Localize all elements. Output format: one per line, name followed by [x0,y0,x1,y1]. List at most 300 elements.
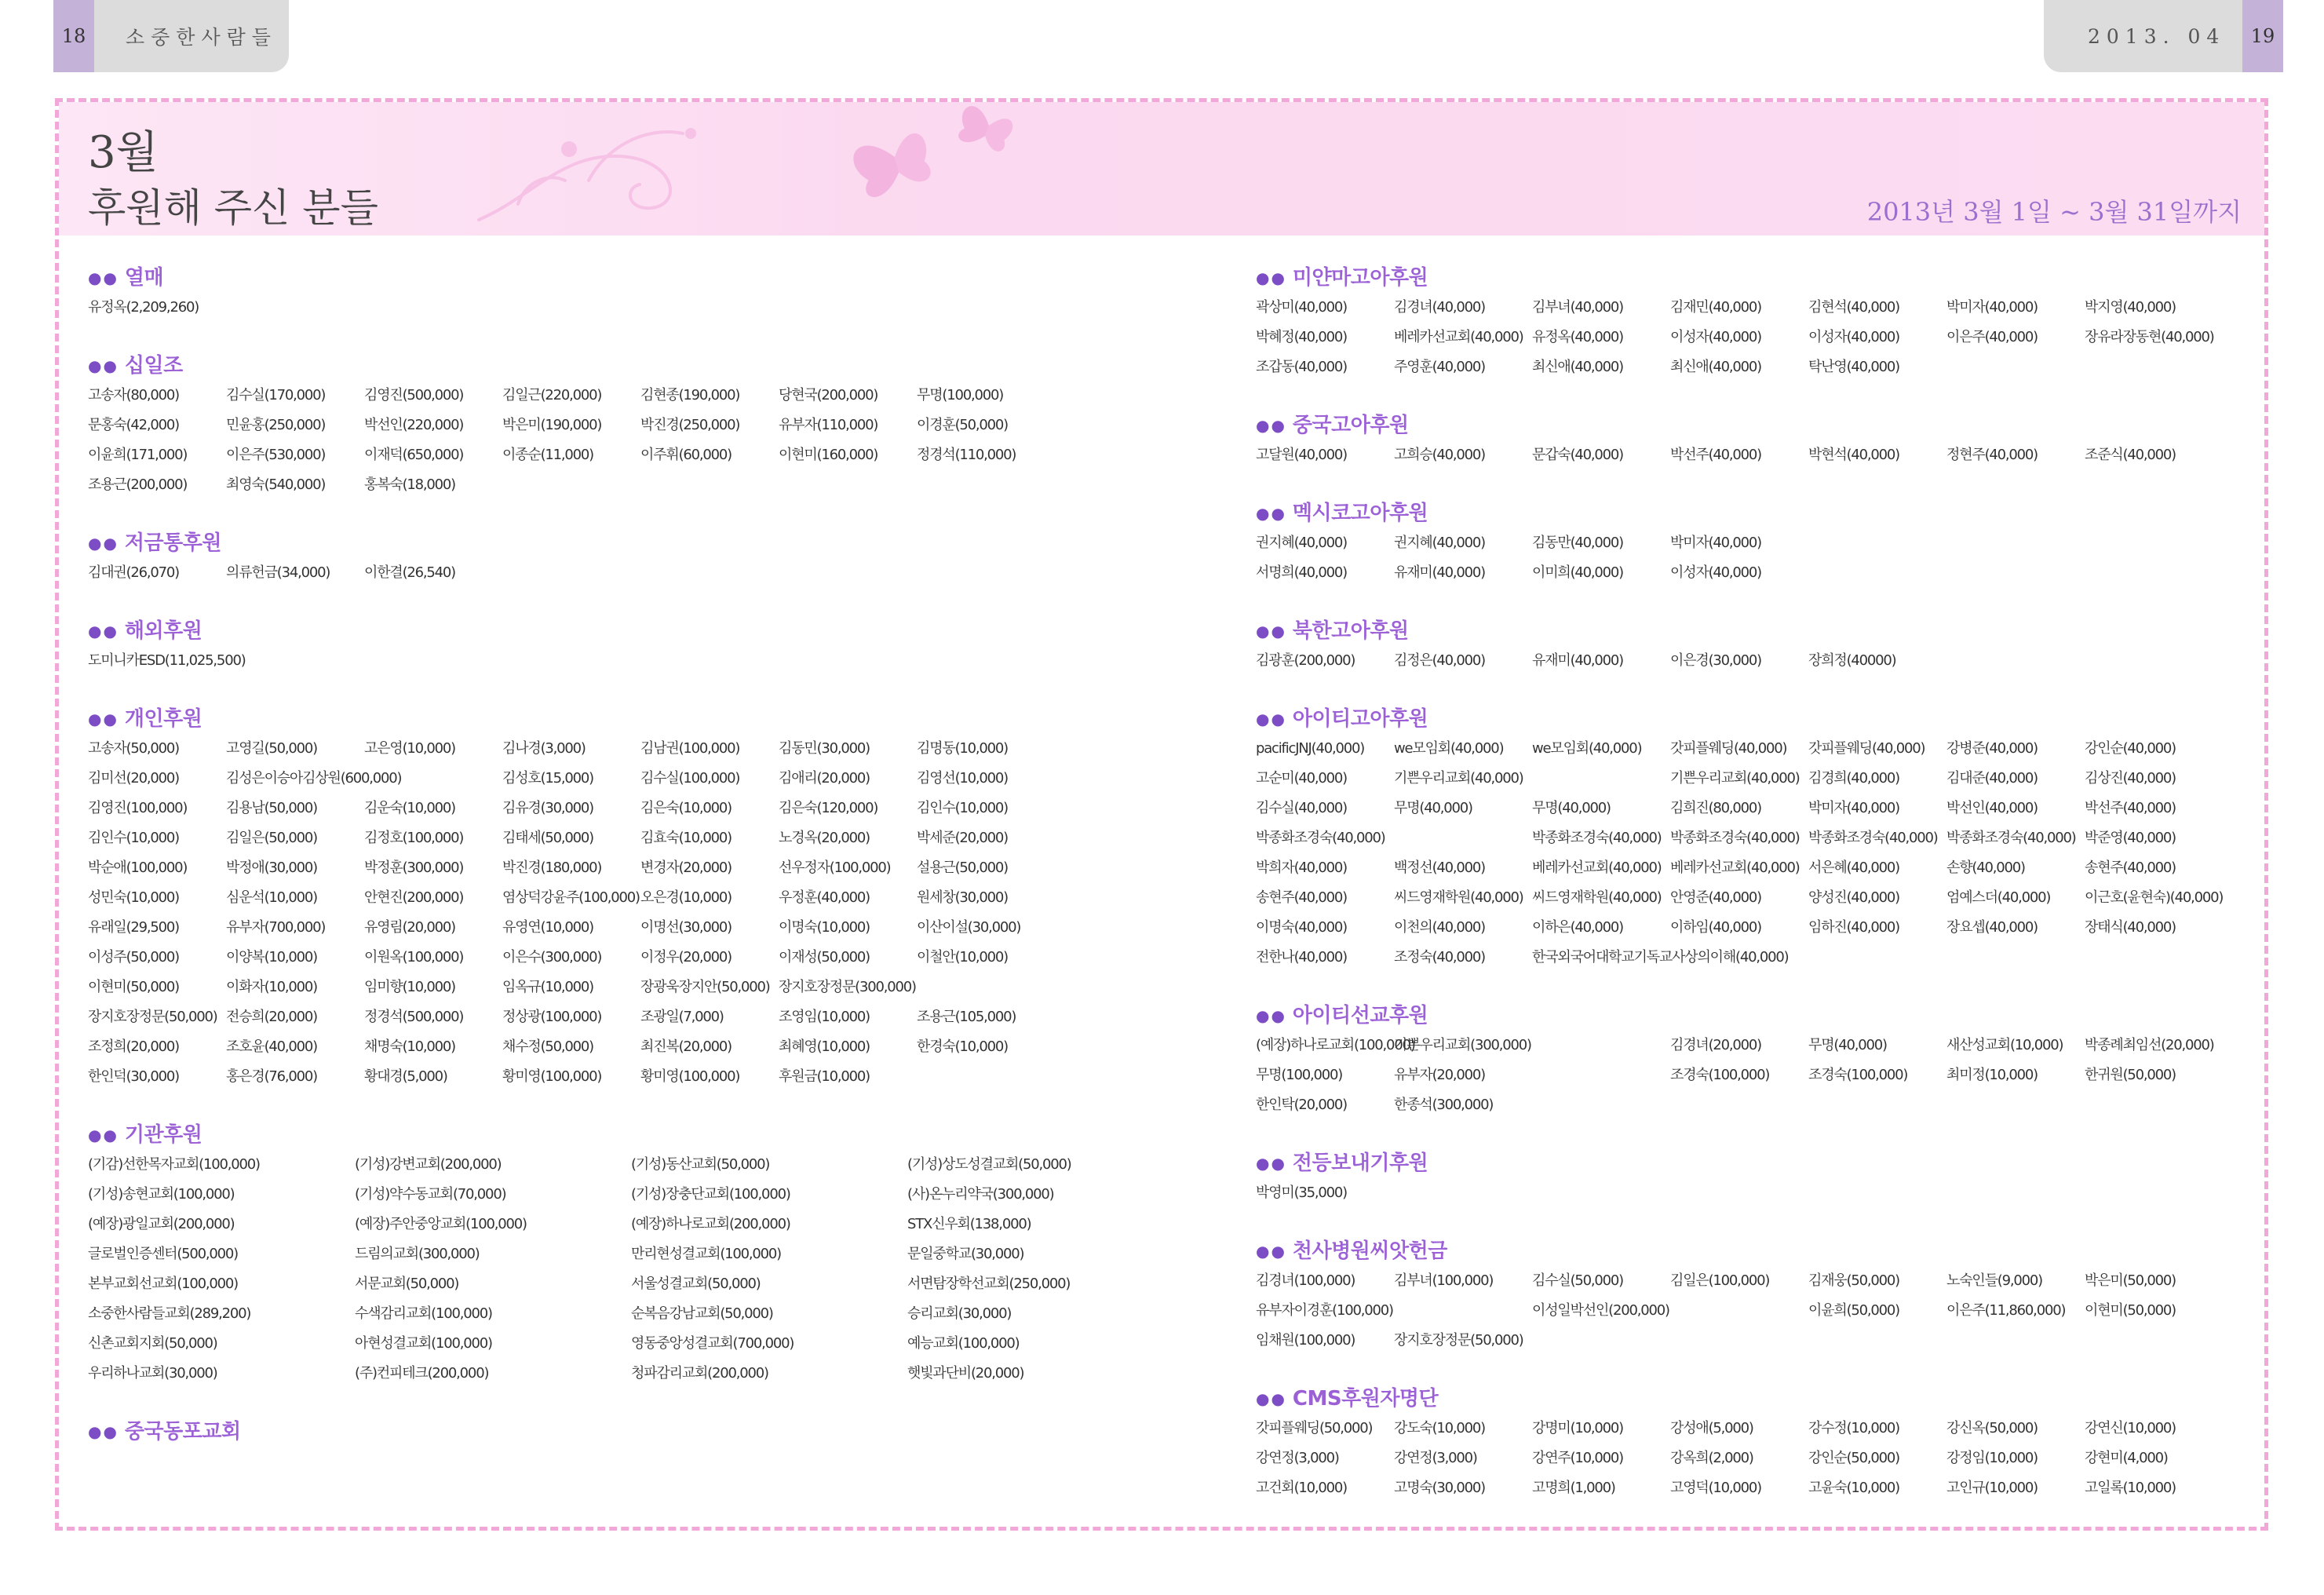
donor-entry: 이한결(26,540) [364,564,455,581]
donor-list [1256,646,2237,676]
donor-entry: (기성)상도성결교회(50,000) [907,1156,1071,1173]
donor-entry: 서면탐장학선교회(250,000) [907,1276,1071,1292]
donor-list [1256,528,2237,588]
donor-section [1256,1001,2237,1120]
donor-entry: 김영진(500,000) [364,387,464,403]
donor-entry: 이성주(50,000) [88,949,179,965]
donor-entry: 한경숙(10,000) [917,1038,1008,1055]
donor-entry: (주)컨피테크(200,000) [355,1365,489,1381]
donor-entry: 김남권(100,000) [640,740,740,757]
section-title-text: 열매 [124,266,164,290]
donor-entry: 김동민(30,000) [779,740,870,757]
donor-entry: 이성일박선인(200,000) [1532,1302,1669,1319]
donor-entry: (기감)선한목자교회(100,000) [88,1156,260,1173]
donor-entry: 정경석(500,000) [364,1009,464,1025]
donor-entry: 강연정(3,000) [1256,1450,1339,1466]
donor-entry: 이철안(10,000) [917,949,1008,965]
donor-entry: (기성)송현교회(100,000) [88,1186,235,1203]
donor-entry: 이경훈(50,000) [917,417,1008,433]
donor-entry: (예장)주안중앙교회(100,000) [355,1216,527,1232]
donor-entry: 본부교회선교회(100,000) [88,1276,238,1292]
bullet-dots-icon: ●● [1256,1242,1286,1261]
donor-entry: 최미정(10,000) [1946,1067,2038,1083]
donor-entry: 이명숙(10,000) [779,919,870,936]
donor-entry: 예능교회(100,000) [907,1335,1020,1352]
donor-entry: 강신옥(50,000) [1946,1420,2038,1436]
donor-entry: 이성자(40,000) [1808,329,1899,345]
section-title-text: 저금통후원 [124,531,221,555]
section-title [88,1417,1187,1447]
butterfly-icon [850,130,935,200]
donor-entry: 박정애(30,000) [226,860,317,876]
donor-entry: 조영임(10,000) [779,1009,870,1025]
donor-entry: 박혜정(40,000) [1256,329,1347,345]
donor-entry: 박정훈(300,000) [364,860,464,876]
donor-entry: 김부녀(40,000) [1532,299,1623,316]
donor-entry: 고달원(40,000) [1256,447,1347,463]
donor-entry: 고윤숙(10,000) [1808,1480,1899,1496]
donor-entry: 최영숙(540,000) [226,476,326,493]
donor-entry: 이명숙(40,000) [1256,919,1347,936]
donor-entry: 한귀원(50,000) [2085,1067,2176,1083]
donor-list [88,646,1187,676]
donor-entry: 강연신(10,000) [2085,1420,2176,1436]
donor-entry: 김경녀(40,000) [1394,299,1485,316]
donor-list [1256,1031,2237,1120]
section-title [1256,498,2237,528]
section-title [1256,263,2237,293]
donor-entry: 고송자(80,000) [88,387,179,403]
donor-section [1256,411,2237,470]
donor-entry: 최신애(40,000) [1532,359,1623,375]
donor-entry: 고은영(10,000) [364,740,455,757]
donor-entry: 조갑동(40,000) [1256,359,1347,375]
donor-entry: 강도숙(10,000) [1394,1420,1485,1436]
donor-entry: 황대경(5,000) [364,1068,447,1085]
donor-entry: 유정옥(2,209,260) [88,299,199,316]
donor-entry: 한인덕(30,000) [88,1068,179,1085]
donor-entry: 김희진(80,000) [1670,800,1761,816]
left-page-number: 18 [53,0,94,72]
donor-entry: 박진경(180,000) [502,860,602,876]
donor-entry: 전한나(40,000) [1256,949,1347,965]
section-title [1256,1236,2237,1266]
donor-entry: 드림의교회(300,000) [355,1246,480,1262]
bullet-dots-icon: ●● [88,622,119,641]
donor-entry: 베레카선교회(40,000) [1394,329,1523,345]
donor-entry: 이종순(11,000) [502,447,593,463]
donor-entry: 문홍숙(42,000) [88,417,179,433]
donor-list [88,381,1187,500]
section-title [1256,1148,2237,1178]
donor-list [1256,293,2237,382]
donor-entry: 송현주(40,000) [2085,860,2176,876]
section-title [88,1120,1187,1150]
donor-entry: 박종화조경숙(40,000) [1256,830,1385,846]
section-title-text: 멕시코고아후원 [1292,502,1428,525]
section-title-text: 천사병원씨앗헌금 [1292,1239,1447,1263]
donor-entry: 박세준(20,000) [917,830,1008,846]
donor-list [1256,1414,2237,1503]
donor-entry: 홍은경(76,000) [226,1068,317,1085]
donor-entry: 김재웅(50,000) [1808,1272,1899,1289]
donor-entry: 장광욱장지안(50,000) [640,979,770,995]
donor-entry: 우정훈(40,000) [779,889,870,906]
section-title-text: 아이티고아후원 [1292,707,1428,731]
donor-entry: 이은주(11,860,000) [1946,1302,2066,1319]
donor-entry: 설용근(50,000) [917,860,1008,876]
section-title-text: 중국고아후원 [1292,414,1409,437]
donor-entry: 박선인(220,000) [364,417,464,433]
donor-entry: 당현국(200,000) [779,387,878,403]
donor-entry: 서문교회(50,000) [355,1276,459,1292]
donor-entry: 유부자(700,000) [226,919,326,936]
donor-entry [1394,1296,1532,1326]
donor-entry: 서명희(40,000) [1256,564,1347,581]
donor-entry: 채명숙(10,000) [364,1038,455,1055]
donor-entry: 김미선(20,000) [88,770,179,787]
donor-entry [917,973,1055,1002]
donor-entry: (기성)강변교회(200,000) [355,1156,502,1173]
donor-entry: 아현성결교회(100,000) [355,1335,492,1352]
donor-entry: 고순미(40,000) [1256,770,1347,787]
donor-entry [2085,528,2223,558]
donor-section [1256,498,2237,588]
donor-entry: 홍복숙(18,000) [364,476,455,493]
section-title-text: 중국동포교회 [124,1420,241,1444]
donor-entry: 만리현성결교회(100,000) [631,1246,781,1262]
section-title [88,704,1187,734]
donor-entry: 순복음강남교회(50,000) [631,1305,773,1322]
donor-entry: 김운숙(10,000) [364,800,455,816]
donor-entry: 박준영(40,000) [2085,830,2176,846]
donor-entry: 이화자(10,000) [226,979,317,995]
donor-entry: 조용근(105,000) [917,1009,1016,1025]
donor-entry: 이산이설(30,000) [917,919,1021,936]
donor-entry: 김태세(50,000) [502,830,593,846]
bullet-dots-icon: ●● [1256,1154,1286,1173]
donor-entry: 조준식(40,000) [2085,447,2176,463]
period-label: 2013년 3월 1일 ~ 3월 31일까지 [1866,197,2242,227]
donor-entry: 최신애(40,000) [1670,359,1761,375]
donor-entry: 한종석(300,000) [1394,1097,1494,1113]
donor-entry: 박종화조경숙(40,000) [1808,830,1938,846]
donor-entry [1946,528,2085,558]
donor-entry: 권지혜(40,000) [1394,535,1485,551]
donor-entry: 조경숙(100,000) [1670,1067,1770,1083]
donor-entry: 양성진(40,000) [1808,889,1899,906]
donor-entry: 한인탁(20,000) [1256,1097,1347,1113]
donor-entry: 무명(100,000) [917,387,1004,403]
donor-entry: 김경녀(100,000) [1256,1272,1355,1289]
left-page-label: 소중한사람들 [126,26,277,49]
donor-entry: 박은미(190,000) [502,417,602,433]
donor-entry: 문일중학교(30,000) [907,1246,1024,1262]
donor-entry: 김유경(30,000) [502,800,593,816]
donor-entry: 김경녀(20,000) [1670,1037,1761,1053]
donor-entry: 장지호장정문(300,000) [779,979,916,995]
donor-entry: 김일은(50,000) [226,830,317,846]
donor-entry: 김애리(20,000) [779,770,870,787]
donor-entry: 이천의(40,000) [1394,919,1485,936]
section-title [88,263,1187,293]
donor-entry: 민윤홍(250,000) [226,417,326,433]
donor-entry: 갓피플웨딩(50,000) [1256,1420,1373,1436]
donor-entry: 김동만(40,000) [1532,535,1623,551]
donor-entry: 씨드영재학원(40,000) [1532,889,1662,906]
donor-entry: 김용남(50,000) [226,800,317,816]
donor-entry: 이양복(10,000) [226,949,317,965]
donor-entry: 김재민(40,000) [1670,299,1761,316]
donor-entry: 장태식(40,000) [2085,919,2176,936]
donor-entry: 이은경(30,000) [1670,652,1761,669]
donor-entry: 주영훈(40,000) [1394,359,1485,375]
donor-entry: 기쁜우리교회(300,000) [1394,1037,1531,1053]
donor-entry: 장요셉(40,000) [1946,919,2038,936]
donor-entry: 심운석(10,000) [226,889,317,906]
donor-entry: 영동중앙성결교회(700,000) [631,1335,794,1352]
donor-section [88,351,1187,500]
donor-entry: 유영연(10,000) [502,919,593,936]
donor-entry: 장희정(40000) [1808,652,1896,669]
donor-entry: 강현미(4,000) [2085,1450,2168,1466]
donor-entry: 백정선(40,000) [1394,860,1485,876]
donor-entry: 강명미(10,000) [1532,1420,1623,1436]
donor-entry: 안현진(200,000) [364,889,464,906]
donor-entry: 이원옥(100,000) [364,949,464,965]
page-title: 후원해 주신 분들 [88,185,378,231]
donor-entry: 박은미(50,000) [2085,1272,2176,1289]
donor-entry: 최진복(20,000) [640,1038,731,1055]
donor-entry: 박종례최임선(20,000) [2085,1037,2214,1053]
donor-entry: 장유라장동현(40,000) [2085,329,2214,345]
donor-entry: 김일은(100,000) [1670,1272,1770,1289]
section-title [88,616,1187,646]
donor-entry: (예장)광일교회(200,000) [88,1216,235,1232]
donor-list [88,734,1187,1092]
donor-entry: 햇빛과단비(20,000) [907,1365,1024,1381]
right-page-number: 19 [2242,0,2283,72]
donor-entry: 이은주(40,000) [1946,329,2038,345]
donor-entry: 고일록(10,000) [2085,1480,2176,1496]
donor-entry: 박지영(40,000) [2085,299,2176,316]
bullet-dots-icon: ●● [1256,1006,1286,1025]
section-title [1256,704,2237,734]
donor-entry: 김정은(40,000) [1394,652,1485,669]
donor-entry: 이윤희(50,000) [1808,1302,1899,1319]
section-title-text: CMS후원자명단 [1292,1387,1439,1411]
donor-entry: 조광일(7,000) [640,1009,724,1025]
donor-entry: 고희승(40,000) [1394,447,1485,463]
donor-entry: 유부자이경훈(100,000) [1256,1302,1393,1319]
donor-entry: 김대준(40,000) [1946,770,2038,787]
donor-entry: 강인순(40,000) [2085,740,2176,757]
donor-entry: (기성)약수동교회(70,000) [355,1186,506,1203]
donor-entry: 장지호장정문(50,000) [1394,1332,1523,1349]
donor-entry: 조용근(200,000) [88,476,188,493]
bullet-dots-icon: ●● [88,534,119,553]
donor-entry: 박선인(40,000) [1946,800,2038,816]
donor-entry: 임미향(10,000) [364,979,455,995]
donor-entry: 김부녀(100,000) [1394,1272,1494,1289]
bullet-dots-icon: ●● [88,710,119,728]
donor-entry: 이미희(40,000) [1532,564,1623,581]
donor-entry: 채수정(50,000) [502,1038,593,1055]
bullet-dots-icon: ●● [1256,416,1286,435]
donor-entry: 청파감리교회(200,000) [631,1365,768,1381]
donor-list [1256,1266,2237,1356]
donor-entry: 노경옥(20,000) [779,830,870,846]
donor-entry: 우리하나교회(30,000) [88,1365,217,1381]
donor-entry: 강병준(40,000) [1946,740,2038,757]
donor-entry: 도미니카ESD(11,025,500) [88,652,246,669]
donor-entry: 임옥규(10,000) [502,979,593,995]
bullet-dots-icon: ●● [1256,622,1286,641]
donor-entry: 박영미(35,000) [1256,1184,1347,1201]
donor-entry: 변경자(20,000) [640,860,731,876]
donor-entry: 송현주(40,000) [1256,889,1347,906]
donor-entry: 신촌교회지회(50,000) [88,1335,217,1352]
donor-section [1256,1148,2237,1208]
donor-entry: 강성애(5,000) [1670,1420,1753,1436]
donor-entry [1532,764,1670,794]
donor-entry: 김현종(190,000) [640,387,740,403]
section-title-text: 개인후원 [124,707,202,731]
donor-entry: 이은주(530,000) [226,447,326,463]
right-page-label: 2013. 04 [2088,24,2226,48]
donor-entry: 박선주(40,000) [2085,800,2176,816]
donor-section [1256,704,2237,973]
donor-entry: 고영덕(10,000) [1670,1480,1761,1496]
donor-entry: 김수실(40,000) [1256,800,1347,816]
donor-entry: 한국외국어대학교기독교사상의이해(40,000) [1532,949,1789,965]
donor-entry: 김인수(10,000) [88,830,179,846]
donor-entry: 유영림(20,000) [364,919,455,936]
donor-entry: 박진경(250,000) [640,417,740,433]
section-title [1256,1001,2237,1031]
donor-entry: 무명(100,000) [1256,1067,1343,1083]
donor-entry: 전승희(20,000) [226,1009,317,1025]
donor-entry: 박희자(40,000) [1256,860,1347,876]
donor-entry: 손향(40,000) [1946,860,2025,876]
donor-entry: 소중한사람들교회(289,200) [88,1305,251,1322]
donor-entry: 오은경(10,000) [640,889,731,906]
donor-entry: 이하임(40,000) [1670,919,1761,936]
donor-entry: 이하은(40,000) [1532,919,1623,936]
bullet-dots-icon: ●● [1256,268,1286,287]
donor-entry: 원세창(30,000) [917,889,1008,906]
donor-entry: 이주휘(60,000) [640,447,731,463]
donor-entry: 김상진(40,000) [2085,770,2176,787]
donor-entry [1532,1060,1670,1090]
donor-entry: 고송자(50,000) [88,740,179,757]
donor-entry: 이명선(30,000) [640,919,731,936]
donor-entry: (예장)하나로교회(100,000) [1256,1037,1415,1053]
donor-entry: 베레카선교회(40,000) [1670,860,1800,876]
right-column [1256,263,2237,1531]
donor-entry: we모임회(40,000) [1532,740,1642,757]
donor-entry: 김성호(15,000) [502,770,593,787]
donor-entry: 김효숙(10,000) [640,830,731,846]
donor-entry: we모임회(40,000) [1394,740,1504,757]
donor-entry: 김수실(50,000) [1532,1272,1623,1289]
bullet-dots-icon: ●● [88,1126,119,1144]
section-title [1256,411,2237,440]
donor-entry: 성민숙(10,000) [88,889,179,906]
donor-entry: 이근호(윤현숙)(40,000) [2085,889,2224,906]
donor-entry: 박미자(40,000) [1946,299,2038,316]
donor-entry: 임하진(40,000) [1808,919,1899,936]
donor-entry: 고인규(10,000) [1946,1480,2038,1496]
donor-entry: 김수실(170,000) [226,387,326,403]
donor-entry: 이성자(40,000) [1670,564,1761,581]
donor-entry: 황미영(100,000) [502,1068,602,1085]
section-title-text: 십일조 [124,354,183,378]
donor-entry: 박미자(40,000) [1670,535,1761,551]
donor-section [88,263,1187,323]
donor-entry: 고영길(50,000) [226,740,317,757]
donor-entry: 안영준(40,000) [1670,889,1761,906]
bullet-dots-icon: ●● [1256,1389,1286,1408]
section-title [88,351,1187,381]
donor-entry: 노숙인들(9,000) [1946,1272,2042,1289]
left-column [88,263,1187,1475]
donor-entry: 김현석(40,000) [1808,299,1899,316]
donor-list [1256,1178,2237,1208]
donor-entry: 김인수(10,000) [917,800,1008,816]
donor-entry: 갓피플웨딩(40,000) [1670,740,1787,757]
donor-list [88,1150,1187,1389]
donor-entry: 이재덕(650,000) [364,447,464,463]
donor-entry: 탁난영(40,000) [1808,359,1899,375]
donor-entry: 고명숙(30,000) [1394,1480,1485,1496]
donor-entry: 최혜영(10,000) [779,1038,870,1055]
donor-entry: 강옥희(2,000) [1670,1450,1753,1466]
donor-entry: 박현석(40,000) [1808,447,1899,463]
donor-entry [1808,528,1946,558]
donor-entry: (기성)동산교회(50,000) [631,1156,770,1173]
section-title-text: 아이티선교후원 [1292,1004,1428,1027]
donor-entry: 박순애(100,000) [88,860,188,876]
donor-entry: 장지호장정문(50,000) [88,1009,217,1025]
donor-section [1256,1384,2237,1503]
donor-entry: 선우정자(100,000) [779,860,891,876]
donor-entry: 김일근(220,000) [502,387,602,403]
donor-entry: (기성)장충단교회(100,000) [631,1186,790,1203]
bullet-dots-icon: ●● [88,268,119,287]
donor-entry: 씨드영재학원(40,000) [1394,889,1523,906]
section-title-text: 북한고아후원 [1292,619,1409,643]
donor-entry: 정현주(40,000) [1946,447,2038,463]
month-title: 3월 [88,127,159,178]
donor-list [1256,440,2237,470]
donor-entry: 이은수(300,000) [502,949,602,965]
donor-list [88,293,1187,323]
donor-entry: 새산성교회(10,000) [1946,1037,2063,1053]
donor-entry: 의류헌금(34,000) [226,564,330,581]
donor-entry: 김나경(3,000) [502,740,586,757]
donor-entry: 무명(40,000) [1532,800,1611,816]
donor-entry: 조경숙(100,000) [1808,1067,1908,1083]
donor-entry: 고건회(10,000) [1256,1480,1347,1496]
section-title-text: 해외후원 [124,619,202,643]
donor-entry: 염상덕강윤주(100,000) [502,889,640,906]
donor-entry: 유부자(20,000) [1394,1067,1485,1083]
donor-entry: 갓피플웨딩(40,000) [1808,740,1925,757]
donor-section [88,528,1187,588]
donor-entry: 김경희(40,000) [1808,770,1899,787]
section-title-text: 전등보내기후원 [1292,1152,1428,1175]
